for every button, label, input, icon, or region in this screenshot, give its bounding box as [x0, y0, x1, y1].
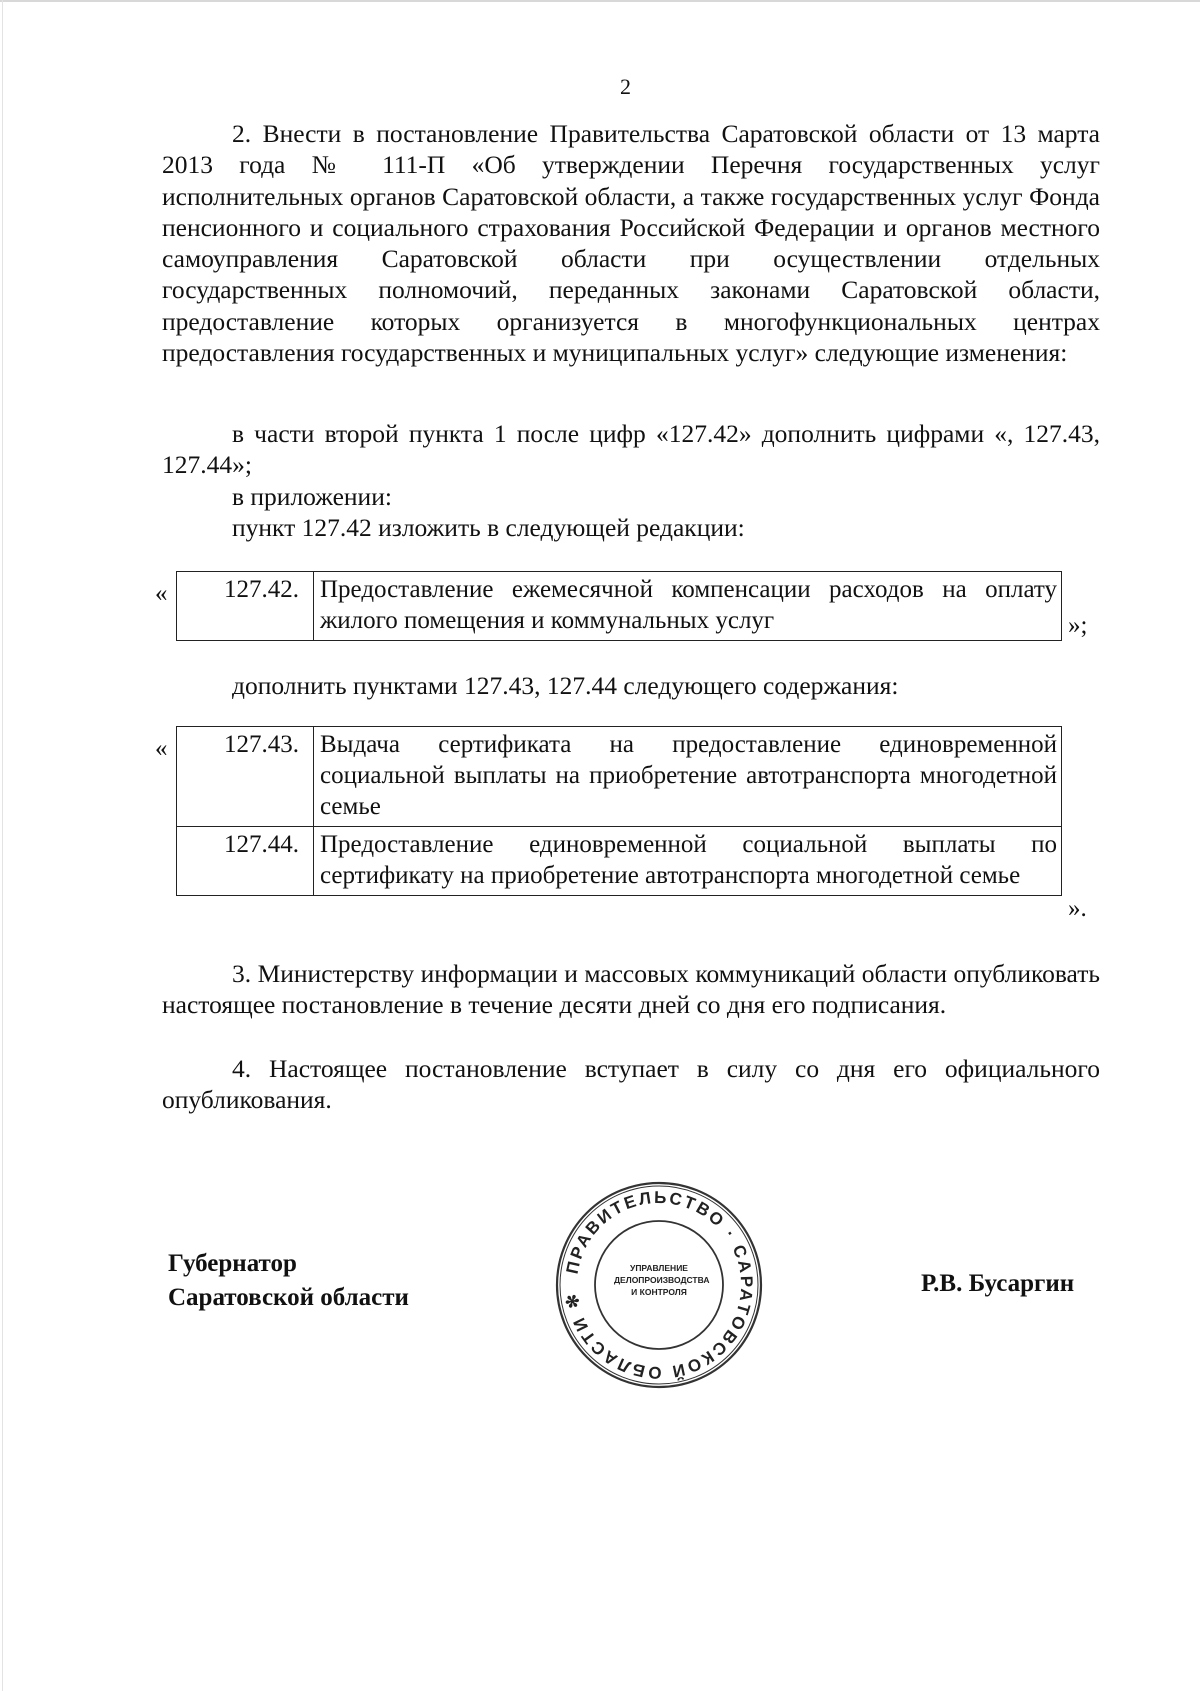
seal-inner-line: УПРАВЛЕНИЕ [630, 1263, 688, 1273]
amendment-table-2 [176, 726, 1062, 896]
scan-edge [2, 0, 3, 1691]
paragraph-item-edit: пункт 127.42 изложить в следующей редакции: [232, 513, 745, 542]
quote-close-semicolon: »; [1068, 612, 1088, 639]
seal-inner-text [614, 1262, 710, 1298]
item-number: 127.43. [177, 727, 314, 827]
item-number: 127.42. [177, 572, 314, 641]
table-row [177, 572, 1062, 641]
signatory-title-line2: Саратовской области [168, 1284, 409, 1311]
paragraph-supplement: дополнить пунктами 127.43, 127.44 следующего содержания: [232, 671, 899, 700]
table-row [177, 827, 1062, 896]
seal-inner-line: И КОНТРОЛЯ [631, 1287, 687, 1297]
item-number: 127.44. [177, 827, 314, 896]
page-number: 2 [620, 74, 631, 99]
paragraph-2: 2. Внести в постановление Правительства Саратовской области от 13 марта 2013 года № 111-П «Об утверждении Перечня государственных услуг исполнительных органов Саратовской области, а также государственных услуг Фонда пенсионного и социального страхования Российской Федерации и органов местного самоуправления Саратовской области при осуществлении отдельных государственных полномочий, переданных законами Саратовской области, предоставление которых организуется в многофункциональных центрах предоставления государственных и муниципальных услуг» следующие изменения: [162, 119, 1100, 368]
quote-open: « [155, 735, 168, 762]
scan-edge [0, 0, 1200, 2]
paragraph-part-two: в части второй пункта 1 после цифр «127.42» дополнить цифрами «, 127.43, 127.44»; [162, 419, 1100, 480]
table-row [177, 727, 1062, 827]
official-seal [554, 1180, 764, 1390]
quote-close-period: ». [1068, 895, 1087, 922]
item-text: Выдача сертификата на предоставление единовременной социальной выплаты на приобретение автотранспорта многодетной семье [314, 727, 1062, 827]
signatory-title [168, 1247, 409, 1315]
amendment-table-1 [176, 571, 1062, 641]
seal-inner-line: ДЕЛОПРОИЗВОДСТВА [614, 1275, 710, 1285]
quote-open: « [155, 580, 168, 607]
paragraph-in-annex: в приложении: [232, 482, 392, 511]
item-text: Предоставление ежемесячной компенсации расходов на оплату жилого помещения и коммунальных услуг [314, 572, 1062, 641]
item-text: Предоставление единовременной социальной выплаты по сертификату на приобретение автотранспорта многодетной семье [314, 827, 1062, 896]
signatory-name: Р.В. Бусаргин [921, 1270, 1075, 1297]
seal-ring-text: ПРАВИТЕЛЬСТВО · САРАТОВСКОЙ ОБЛАСТИ ✻ [561, 1187, 757, 1383]
paragraph-3: 3. Министерству информации и массовых коммуникаций области опубликовать настоящее постановление в течение десяти дней со дня его подписания. [162, 959, 1100, 1020]
signatory-title-line1: Губернатор [168, 1250, 297, 1277]
paragraph-4: 4. Настоящее постановление вступает в силу со дня его официального опубликования. [162, 1054, 1100, 1115]
